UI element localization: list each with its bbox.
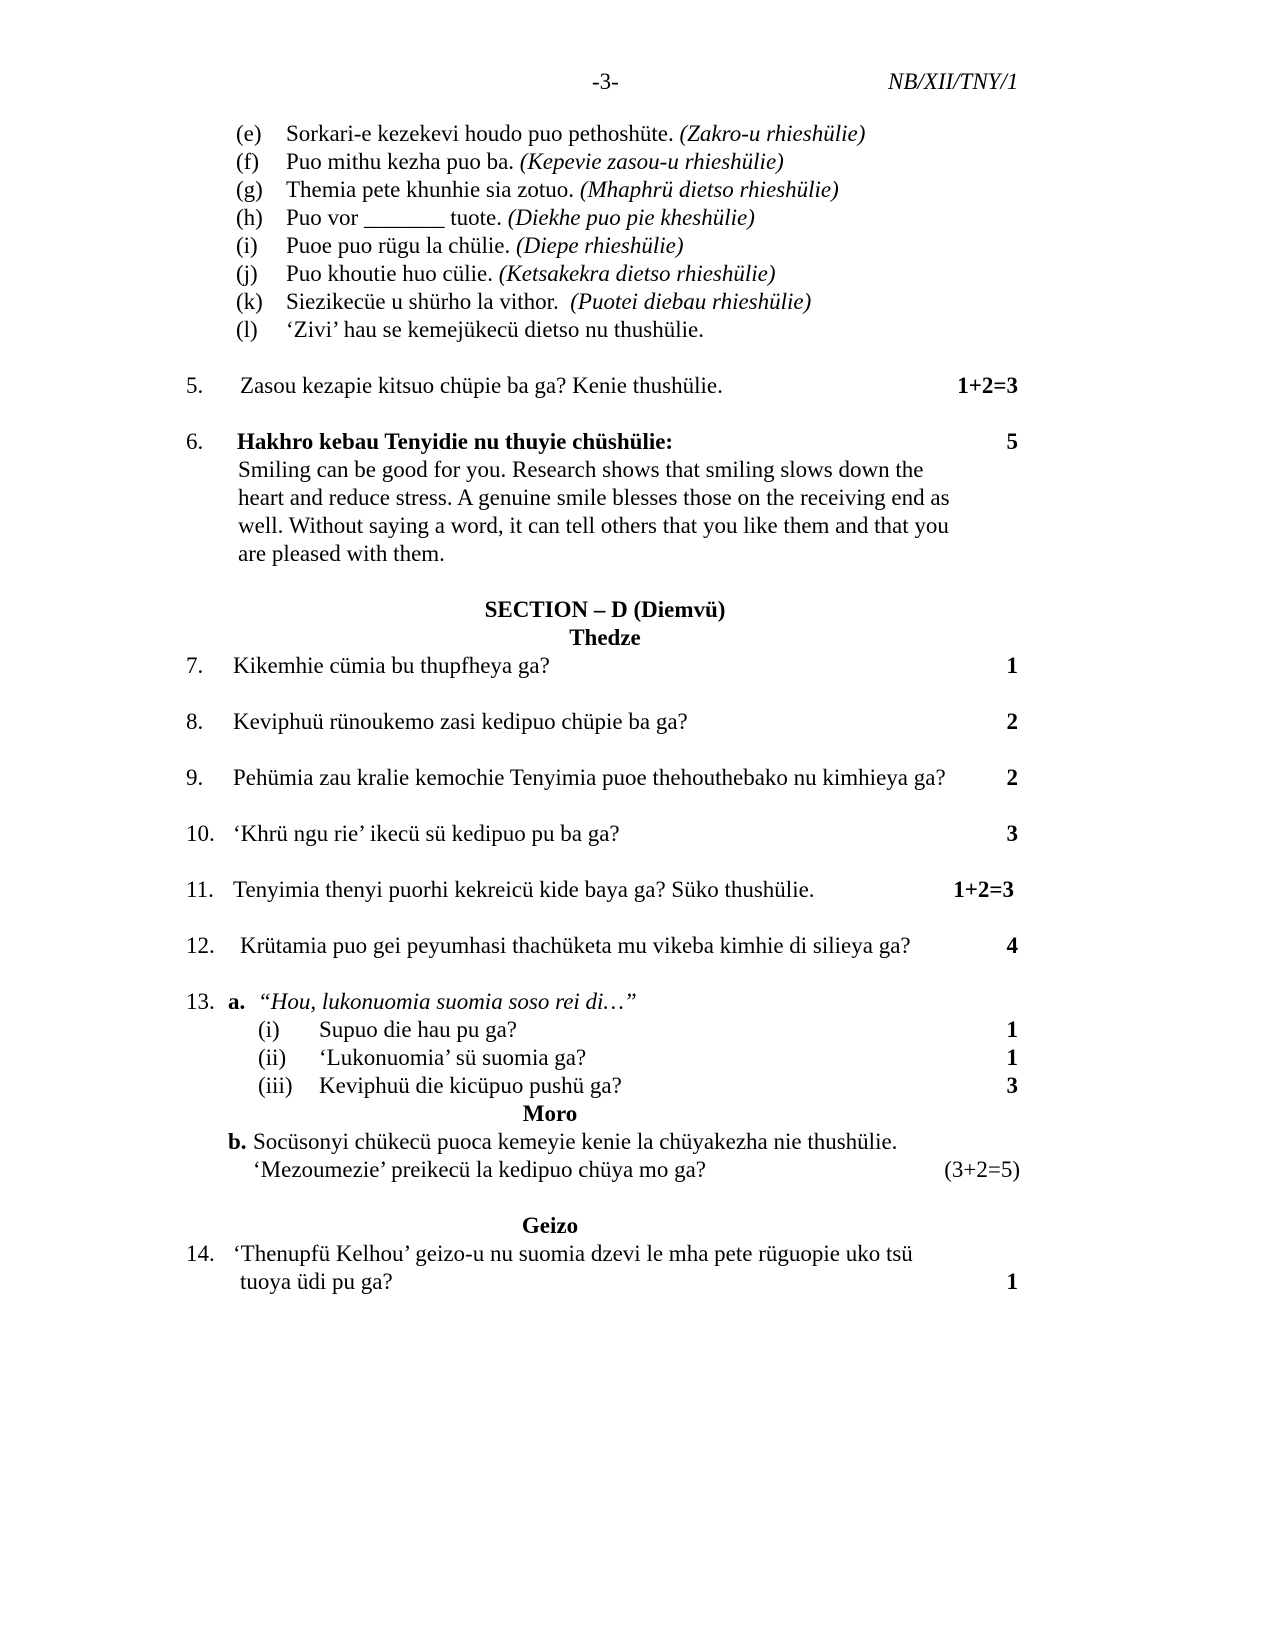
question-marks: (3+2=5) xyxy=(944,1157,1020,1182)
item-label: (h) xyxy=(236,205,263,230)
list-item xyxy=(286,316,704,344)
question-text: tuoya üdi pu ga? xyxy=(240,1269,393,1294)
question-number: 12. xyxy=(186,933,215,958)
item-note: (Diepe rhieshülie) xyxy=(515,233,684,258)
passage-line: are pleased with them. xyxy=(238,541,445,566)
part-label: a. xyxy=(228,989,246,1014)
section-subtitle: Geizo xyxy=(521,1213,579,1238)
item-label: (j) xyxy=(236,261,258,286)
question-marks: 1 xyxy=(1006,1017,1018,1042)
sub-question-text: Keviphuü die kicüpuo pushü ga? xyxy=(319,1073,622,1098)
question-number: 13. xyxy=(186,989,215,1014)
question-text: Kikemhie cümia bu thupfheya ga? xyxy=(233,653,550,678)
item-text: ‘Zivi’ hau se kemejükecü dietso nu thushülie. xyxy=(286,317,704,342)
or-divider: Moro xyxy=(522,1101,578,1126)
question-text: Zasou kezapie kitsuo chüpie ba ga? Kenie thushülie. xyxy=(240,373,723,398)
question-marks: 3 xyxy=(1006,821,1018,846)
list-item xyxy=(286,288,811,316)
section-title: SECTION – D (Diemvü) xyxy=(484,597,726,622)
question-text: Tenyimia thenyi puorhi kekreicü kide baya ga? Süko thushülie. xyxy=(233,877,815,902)
question-heading: Hakhro kebau Tenyidie nu thuyie chüshülie: xyxy=(237,429,674,454)
question-number: 6. xyxy=(186,429,204,454)
passage-line: Smiling can be good for you. Research shows that smiling slows down the xyxy=(238,457,924,482)
item-note: (Diekhe puo pie kheshülie) xyxy=(507,205,755,230)
question-marks: 4 xyxy=(1006,933,1018,958)
question-text: Krütamia puo gei peyumhasi thachüketa mu vikeba kimhie di silieya ga? xyxy=(240,933,911,958)
item-label: (k) xyxy=(236,289,263,314)
part-label: b. xyxy=(228,1129,247,1154)
question-number: 8. xyxy=(186,709,204,734)
item-text: Puo mithu kezha puo ba. xyxy=(286,149,515,174)
passage-line: heart and reduce stress. A genuine smile blesses those on the receiving end as xyxy=(238,485,950,510)
question-marks: 1 xyxy=(1006,653,1018,678)
sub-question-text: ‘Lukonuomia’ sü suomia ga? xyxy=(319,1045,587,1070)
item-text: Puo vor _______ tuote. xyxy=(286,205,502,230)
question-marks: 2 xyxy=(1006,765,1018,790)
section-subtitle: Thedze xyxy=(569,625,641,650)
item-text: Sorkari-e kezekevi houdo puo pethoshüte. xyxy=(286,121,674,146)
question-text: Keviphuü rünoukemo zasi kedipuo chüpie ba ga? xyxy=(233,709,688,734)
sub-question-text: Supuo die hau pu ga? xyxy=(319,1017,518,1042)
item-note: (Ketsakekra dietso rhieshülie) xyxy=(498,261,776,286)
question-text: Pehümia zau kralie kemochie Tenyimia puoe thehouthebako nu kimhieya ga? xyxy=(233,765,946,790)
sub-label: (iii) xyxy=(258,1073,293,1098)
item-note: (Puotei diebau rhieshülie) xyxy=(570,289,812,314)
question-marks: 1+2=3 xyxy=(953,877,1014,902)
list-item xyxy=(286,176,839,204)
passage-line: well. Without saying a word, it can tell others that you like them and that you xyxy=(238,513,949,538)
item-label: (f) xyxy=(236,149,259,174)
item-note: (Zakro-u rhieshülie) xyxy=(679,121,866,146)
question-marks: 1+2=3 xyxy=(957,373,1018,398)
list-item xyxy=(286,232,684,260)
item-note: (Mhaphrü dietso rhieshülie) xyxy=(579,177,839,202)
item-note: (Kepevie zasou-u rhieshülie) xyxy=(519,149,784,174)
question-text: Socüsonyi chükecü puoca kemeyie kenie la chüyakezha nie thushülie. xyxy=(253,1129,898,1154)
paper-code: NB/XII/TNY/1 xyxy=(888,69,1019,94)
question-number: 11. xyxy=(186,877,214,902)
question-number: 9. xyxy=(186,765,204,790)
list-item xyxy=(286,120,865,148)
question-number: 10. xyxy=(186,821,215,846)
question-text: ‘Khrü ngu rie’ ikecü sü kedipuo pu ba ga? xyxy=(233,821,620,846)
question-text: ‘Mezoumezie’ preikecü la kedipuo chüya mo ga? xyxy=(253,1157,706,1182)
question-number: 14. xyxy=(186,1241,215,1266)
sub-label: (i) xyxy=(258,1017,280,1042)
item-label: (e) xyxy=(236,121,262,146)
item-text: Siezikecüe u shürho la vithor. xyxy=(286,289,559,314)
item-label: (l) xyxy=(236,317,258,342)
item-text: Themia pete khunhie sia zotuo. xyxy=(286,177,575,202)
sub-label: (ii) xyxy=(258,1045,287,1070)
question-marks: 3 xyxy=(1006,1073,1018,1098)
item-label: (g) xyxy=(236,177,263,202)
item-text: Puo khoutie huo cülie. xyxy=(286,261,493,286)
page-number: -3- xyxy=(592,69,619,94)
question-number: 5. xyxy=(186,373,204,398)
question-marks: 1 xyxy=(1006,1045,1018,1070)
list-item xyxy=(286,148,784,176)
item-text: Puoe puo rügu la chülie. xyxy=(286,233,511,258)
question-marks: 5 xyxy=(1006,429,1018,454)
list-item xyxy=(286,204,755,232)
question-text: ‘Thenupfü Kelhou’ geizo-u nu suomia dzevi le mha pete rüguopie uko tsü xyxy=(233,1241,913,1266)
question-number: 7. xyxy=(186,653,204,678)
list-item xyxy=(286,260,776,288)
question-marks: 1 xyxy=(1006,1269,1018,1294)
question-quote: “Hou, lukonuomia suomia soso rei di…” xyxy=(258,989,637,1014)
question-marks: 2 xyxy=(1006,709,1018,734)
item-label: (i) xyxy=(236,233,258,258)
